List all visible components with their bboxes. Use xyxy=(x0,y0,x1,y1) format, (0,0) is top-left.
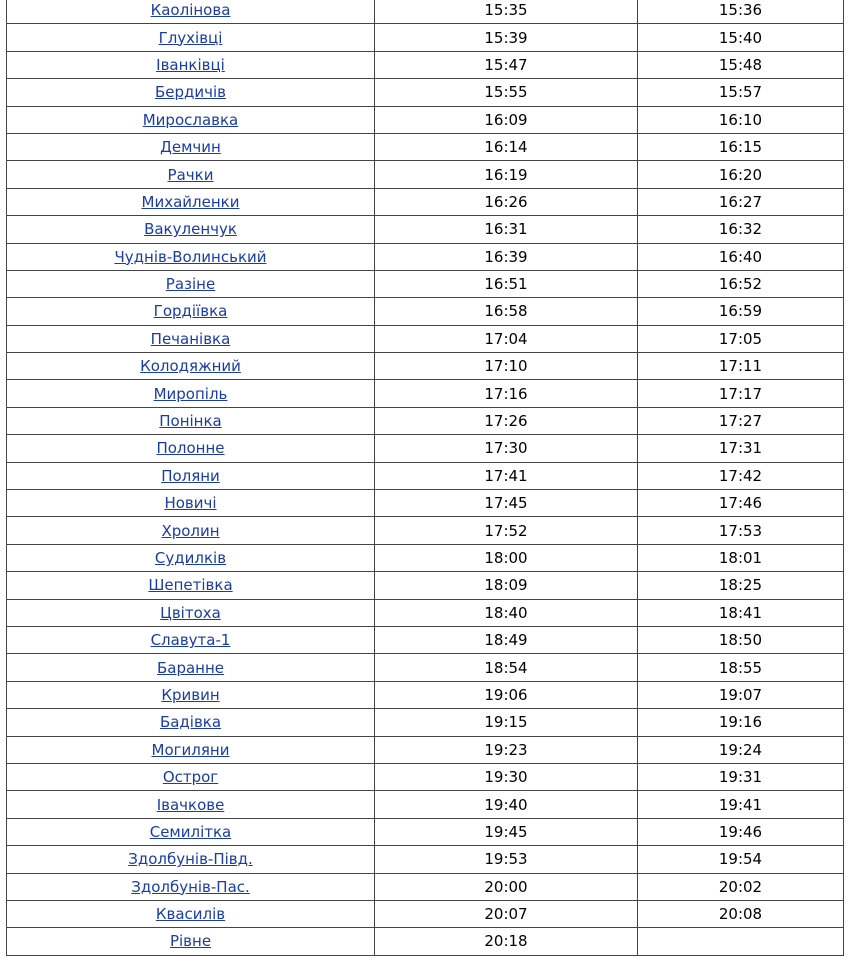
table-row xyxy=(7,133,844,160)
table-row xyxy=(7,709,844,736)
station-link[interactable]: Бадівка xyxy=(159,713,222,732)
departure-time-cell: 16:32 xyxy=(638,216,844,243)
arrival-time-cell: 16:58 xyxy=(375,298,638,325)
station-cell xyxy=(7,407,375,434)
arrival-time-cell: 17:16 xyxy=(375,380,638,407)
table-row xyxy=(7,490,844,517)
station-cell xyxy=(7,435,375,462)
departure-time-cell: 19:07 xyxy=(638,681,844,708)
station-cell xyxy=(7,654,375,681)
station-link[interactable]: Острог xyxy=(162,768,219,787)
station-link[interactable]: Рачки xyxy=(167,165,214,184)
departure-time-cell: 17:31 xyxy=(638,435,844,462)
arrival-time-cell: 19:30 xyxy=(375,763,638,790)
arrival-time-cell: 18:00 xyxy=(375,544,638,571)
arrival-time-cell: 18:54 xyxy=(375,654,638,681)
station-cell xyxy=(7,900,375,927)
station-link[interactable]: Новичі xyxy=(164,494,217,513)
station-link[interactable]: Кривин xyxy=(161,685,220,704)
table-row xyxy=(7,216,844,243)
station-cell xyxy=(7,599,375,626)
table-row xyxy=(7,325,844,352)
station-link[interactable]: Полонне xyxy=(156,439,225,458)
table-row xyxy=(7,24,844,51)
station-link[interactable]: Семилітка xyxy=(149,822,232,841)
station-link[interactable]: Понінка xyxy=(159,412,222,431)
table-row xyxy=(7,626,844,653)
station-link[interactable]: Чуднів-Волинський xyxy=(114,247,267,266)
departure-time-cell: 19:31 xyxy=(638,763,844,790)
departure-time-cell: 20:02 xyxy=(638,873,844,900)
departure-time-cell: 17:42 xyxy=(638,462,844,489)
station-link[interactable]: Демчин xyxy=(160,138,221,157)
station-cell xyxy=(7,763,375,790)
station-link[interactable]: Славута-1 xyxy=(150,631,231,650)
station-link[interactable]: Каолінова xyxy=(150,1,231,20)
table-row xyxy=(7,873,844,900)
table-row xyxy=(7,298,844,325)
table-row xyxy=(7,517,844,544)
station-cell xyxy=(7,298,375,325)
departure-time-cell: 16:20 xyxy=(638,161,844,188)
arrival-time-cell: 16:14 xyxy=(375,133,638,160)
station-cell xyxy=(7,709,375,736)
arrival-time-cell: 18:40 xyxy=(375,599,638,626)
station-cell xyxy=(7,353,375,380)
table-row xyxy=(7,243,844,270)
station-link[interactable]: Шепетівка xyxy=(148,576,233,595)
departure-time-cell: 18:50 xyxy=(638,626,844,653)
table-row xyxy=(7,599,844,626)
train-schedule-table xyxy=(6,0,844,956)
station-link[interactable]: Гордіївка xyxy=(153,302,228,321)
station-cell xyxy=(7,133,375,160)
station-cell xyxy=(7,544,375,571)
table-row xyxy=(7,736,844,763)
station-link[interactable]: Здолбунів-Півд. xyxy=(128,850,253,869)
arrival-time-cell: 17:26 xyxy=(375,407,638,434)
station-link[interactable]: Миропіль xyxy=(153,384,228,403)
arrival-time-cell: 20:18 xyxy=(375,928,638,955)
departure-time-cell xyxy=(638,928,844,955)
table-row xyxy=(7,106,844,133)
table-row xyxy=(7,544,844,571)
station-cell xyxy=(7,325,375,352)
station-link[interactable]: Іванківці xyxy=(156,55,225,74)
station-link[interactable]: Здолбунів-Пас. xyxy=(131,877,250,896)
table-row xyxy=(7,435,844,462)
station-link[interactable]: Разіне xyxy=(165,275,216,294)
station-link[interactable]: Квасилів xyxy=(155,905,226,924)
departure-time-cell: 15:36 xyxy=(638,0,844,24)
station-cell xyxy=(7,517,375,544)
departure-time-cell: 20:08 xyxy=(638,900,844,927)
arrival-time-cell: 19:15 xyxy=(375,709,638,736)
station-cell xyxy=(7,106,375,133)
station-cell xyxy=(7,681,375,708)
arrival-time-cell: 16:51 xyxy=(375,270,638,297)
arrival-time-cell: 16:31 xyxy=(375,216,638,243)
table-row xyxy=(7,763,844,790)
station-link[interactable]: Могиляни xyxy=(151,740,230,759)
station-cell xyxy=(7,79,375,106)
departure-time-cell: 16:40 xyxy=(638,243,844,270)
table-row xyxy=(7,791,844,818)
arrival-time-cell: 16:19 xyxy=(375,161,638,188)
station-link[interactable]: Поляни xyxy=(161,466,220,485)
station-cell xyxy=(7,490,375,517)
arrival-time-cell: 17:52 xyxy=(375,517,638,544)
departure-time-cell: 17:11 xyxy=(638,353,844,380)
departure-time-cell: 18:25 xyxy=(638,572,844,599)
table-row xyxy=(7,462,844,489)
station-cell xyxy=(7,188,375,215)
station-link[interactable]: Михайленки xyxy=(141,192,240,211)
departure-time-cell: 17:27 xyxy=(638,407,844,434)
table-row xyxy=(7,380,844,407)
station-cell xyxy=(7,243,375,270)
station-cell xyxy=(7,873,375,900)
arrival-time-cell: 16:09 xyxy=(375,106,638,133)
table-row xyxy=(7,928,844,955)
departure-time-cell: 17:05 xyxy=(638,325,844,352)
arrival-time-cell: 16:26 xyxy=(375,188,638,215)
station-cell xyxy=(7,270,375,297)
station-link[interactable]: Вакуленчук xyxy=(144,220,237,239)
arrival-time-cell: 15:55 xyxy=(375,79,638,106)
departure-time-cell: 18:55 xyxy=(638,654,844,681)
arrival-time-cell: 17:30 xyxy=(375,435,638,462)
table-row xyxy=(7,270,844,297)
station-cell xyxy=(7,846,375,873)
station-cell xyxy=(7,0,375,24)
table-row xyxy=(7,188,844,215)
station-cell xyxy=(7,161,375,188)
arrival-time-cell: 15:39 xyxy=(375,24,638,51)
departure-time-cell: 18:41 xyxy=(638,599,844,626)
departure-time-cell: 15:57 xyxy=(638,79,844,106)
arrival-time-cell: 20:07 xyxy=(375,900,638,927)
arrival-time-cell: 19:06 xyxy=(375,681,638,708)
arrival-time-cell: 17:04 xyxy=(375,325,638,352)
station-link[interactable]: Глухівці xyxy=(158,28,223,47)
table-row xyxy=(7,900,844,927)
station-cell xyxy=(7,791,375,818)
departure-time-cell: 17:17 xyxy=(638,380,844,407)
station-cell xyxy=(7,380,375,407)
station-cell xyxy=(7,51,375,78)
arrival-time-cell: 17:45 xyxy=(375,490,638,517)
station-link[interactable]: Хролин xyxy=(161,521,220,540)
departure-time-cell: 16:52 xyxy=(638,270,844,297)
departure-time-cell: 19:16 xyxy=(638,709,844,736)
departure-time-cell: 16:15 xyxy=(638,133,844,160)
table-row xyxy=(7,353,844,380)
station-cell xyxy=(7,572,375,599)
arrival-time-cell: 15:47 xyxy=(375,51,638,78)
arrival-time-cell: 19:45 xyxy=(375,818,638,845)
arrival-time-cell: 19:23 xyxy=(375,736,638,763)
arrival-time-cell: 17:10 xyxy=(375,353,638,380)
station-cell xyxy=(7,216,375,243)
departure-time-cell: 16:59 xyxy=(638,298,844,325)
arrival-time-cell: 17:41 xyxy=(375,462,638,489)
station-cell xyxy=(7,462,375,489)
departure-time-cell: 18:01 xyxy=(638,544,844,571)
table-row xyxy=(7,0,844,24)
arrival-time-cell: 16:39 xyxy=(375,243,638,270)
departure-time-cell: 19:54 xyxy=(638,846,844,873)
station-link[interactable]: Колодяжний xyxy=(140,357,241,376)
table-row xyxy=(7,572,844,599)
station-link[interactable]: Бердичів xyxy=(154,83,227,102)
departure-time-cell: 16:10 xyxy=(638,106,844,133)
station-link[interactable]: Цвітоха xyxy=(160,603,221,622)
departure-time-cell: 15:40 xyxy=(638,24,844,51)
arrival-time-cell: 15:35 xyxy=(375,0,638,24)
station-link[interactable]: Судилків xyxy=(154,549,227,567)
table-row xyxy=(7,818,844,845)
departure-time-cell: 15:48 xyxy=(638,51,844,78)
table-row xyxy=(7,407,844,434)
arrival-time-cell: 20:00 xyxy=(375,873,638,900)
table-row xyxy=(7,654,844,681)
station-link[interactable]: Баранне xyxy=(156,658,225,677)
schedule-body xyxy=(7,0,844,955)
arrival-time-cell: 18:09 xyxy=(375,572,638,599)
station-link[interactable]: Рівне xyxy=(169,932,212,951)
station-link[interactable]: Мирославка xyxy=(142,110,239,129)
station-cell xyxy=(7,928,375,955)
table-row xyxy=(7,161,844,188)
station-link[interactable]: Івачкове xyxy=(156,795,225,814)
table-row xyxy=(7,79,844,106)
station-cell xyxy=(7,818,375,845)
departure-time-cell: 19:24 xyxy=(638,736,844,763)
station-link[interactable]: Печанівка xyxy=(150,329,231,348)
arrival-time-cell: 19:40 xyxy=(375,791,638,818)
table-row xyxy=(7,681,844,708)
table-row xyxy=(7,51,844,78)
arrival-time-cell: 18:49 xyxy=(375,626,638,653)
departure-time-cell: 17:53 xyxy=(638,517,844,544)
station-cell xyxy=(7,626,375,653)
station-cell xyxy=(7,736,375,763)
table-row xyxy=(7,846,844,873)
departure-time-cell: 16:27 xyxy=(638,188,844,215)
departure-time-cell: 19:46 xyxy=(638,818,844,845)
departure-time-cell: 19:41 xyxy=(638,791,844,818)
station-cell xyxy=(7,24,375,51)
arrival-time-cell: 19:53 xyxy=(375,846,638,873)
departure-time-cell: 17:46 xyxy=(638,490,844,517)
